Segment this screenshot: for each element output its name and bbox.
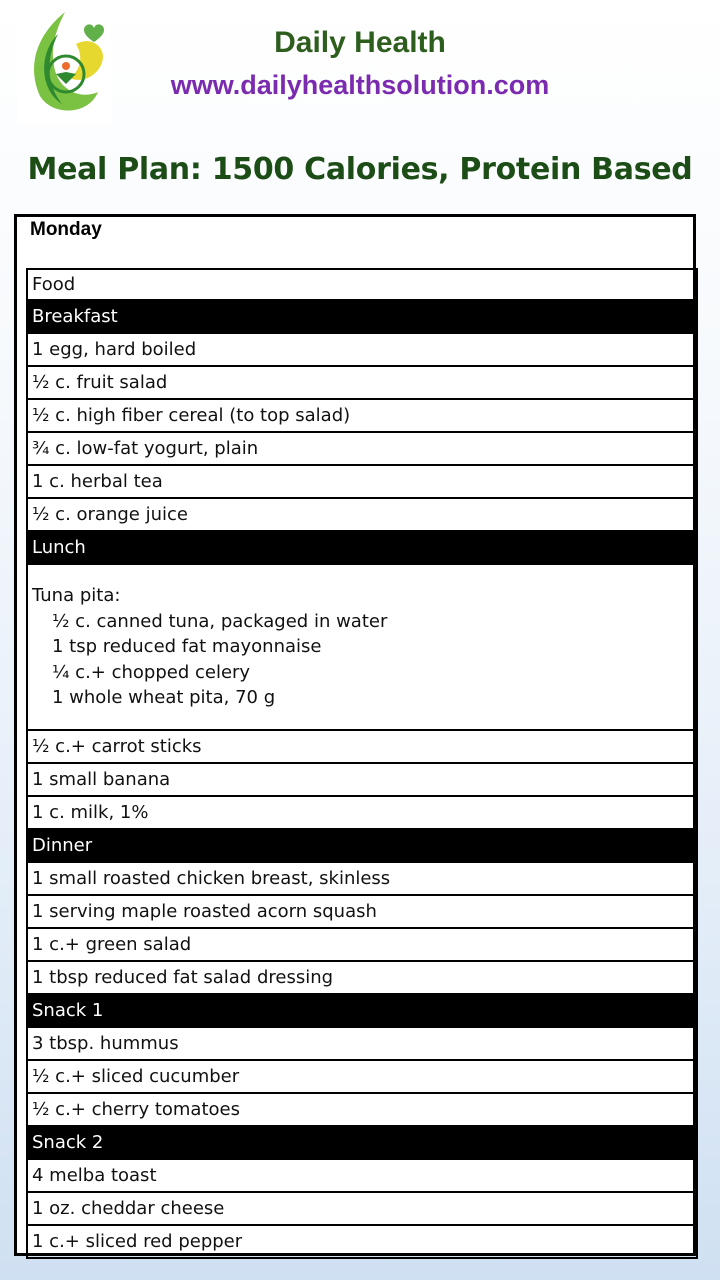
table-row: ½ c.+ carrot sticks xyxy=(26,731,698,764)
table-row: 4 melba toast xyxy=(26,1160,698,1193)
table-row: 1 c.+ sliced red pepper xyxy=(26,1226,698,1259)
section-header-snack-2: Snack 2 xyxy=(26,1127,698,1160)
meal-plan-rows xyxy=(26,268,698,1259)
table-row: 3 tbsp. hummus xyxy=(26,1028,698,1061)
page-title: Meal Plan: 1500 Calories, Protein Based xyxy=(27,152,693,187)
tuna-pita-line: ¼ c.+ chopped celery xyxy=(52,661,251,683)
table-row: ¾ c. low-fat yogurt, plain xyxy=(26,433,698,466)
section-header-dinner: Dinner xyxy=(26,830,698,863)
table-row: ½ c. orange juice xyxy=(26,499,698,532)
table-row: 1 c. herbal tea xyxy=(26,466,698,499)
brand-url[interactable]: www.dailyhealthsolution.com xyxy=(170,70,550,100)
table-row: ½ c. fruit salad xyxy=(26,367,698,400)
tuna-pita-line: 1 whole wheat pita, 70 g xyxy=(52,687,276,708)
table-row: ½ c.+ sliced cucumber xyxy=(26,1061,698,1094)
table-row: 1 tbsp reduced fat salad dressing xyxy=(26,962,698,995)
day-label: Monday xyxy=(30,219,102,240)
table-row: 1 small roasted chicken breast, skinless xyxy=(26,863,698,896)
table-row: 1 serving maple roasted acorn squash xyxy=(26,896,698,929)
section-header-snack-1: Snack 1 xyxy=(26,995,698,1028)
brand-name: Daily Health xyxy=(274,26,446,59)
table-row: ½ c.+ cherry tomatoes xyxy=(26,1094,698,1127)
table-row: 1 c.+ green salad xyxy=(26,929,698,962)
tuna-pita-title: Tuna pita: xyxy=(32,585,121,606)
table-row: 1 c. milk, 1% xyxy=(26,797,698,830)
tuna-pita-line: 1 tsp reduced fat mayonnaise xyxy=(52,636,322,657)
table-row: ½ c. high fiber cereal (to top salad) xyxy=(26,400,698,433)
section-header-lunch: Lunch xyxy=(26,532,698,565)
table-row-tuna-pita xyxy=(26,565,698,731)
column-header: Food xyxy=(26,268,698,301)
daily-health-logo xyxy=(18,4,112,124)
tuna-pita-line: ½ c. canned tuna, packaged in water xyxy=(52,610,388,632)
table-row: 1 egg, hard boiled xyxy=(26,334,698,367)
section-header-breakfast: Breakfast xyxy=(26,301,698,334)
table-row: 1 small banana xyxy=(26,764,698,797)
table-row: 1 oz. cheddar cheese xyxy=(26,1193,698,1226)
